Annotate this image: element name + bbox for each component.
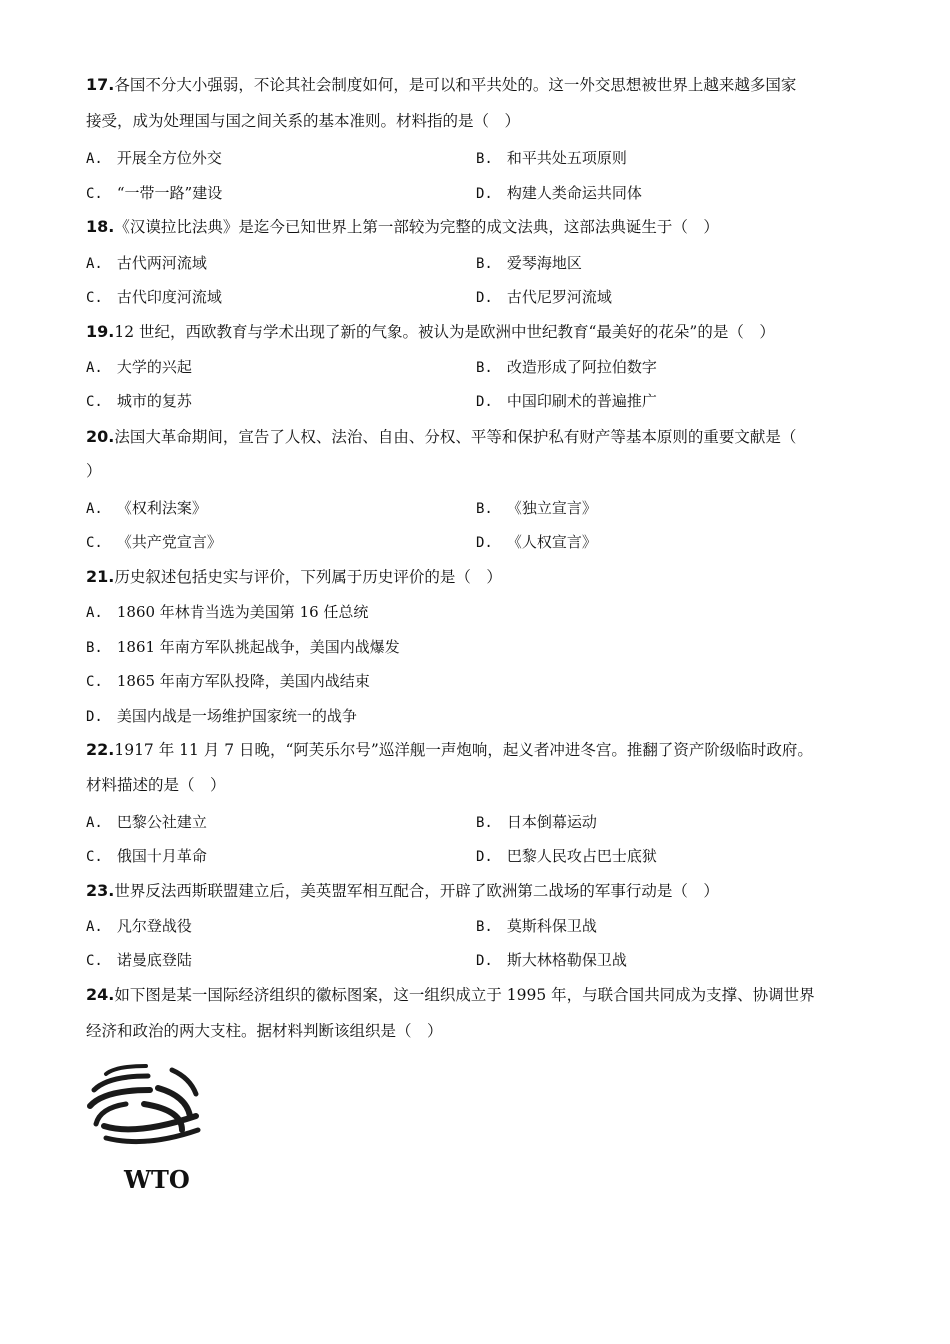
- option-23-d[interactable]: [476, 950, 627, 971]
- option-letter: C.: [86, 849, 103, 865]
- wto-logo-text: WTO: [124, 1165, 190, 1194]
- option-letter: C.: [86, 953, 103, 969]
- question-number: 22.: [86, 740, 115, 759]
- option-letter: B.: [86, 640, 103, 656]
- question-20-line-2: [86, 453, 866, 490]
- option-letter: B.: [476, 360, 493, 376]
- option-17-b[interactable]: [476, 148, 627, 169]
- option-letter: A.: [86, 151, 103, 167]
- question-text: 法国大革命期间，宣告了人权、法治、自由、分权、平等和保护私有财产等基本原则的重要文献是（: [114, 428, 797, 446]
- question-text: 1917 年 11 月 7 日晚，“阿芙乐尔号”巡洋舰一声炮响，起义者冲进冬宫。推翻了资产阶级临时政府。: [114, 741, 813, 759]
- question-24-line-2: [86, 1013, 866, 1050]
- option-letter: A.: [86, 256, 103, 272]
- option-20-d[interactable]: [476, 532, 597, 553]
- option-letter: D.: [476, 290, 493, 306]
- option-18-d[interactable]: [476, 287, 612, 308]
- question-text: 经济和政治的两大支柱。据材料判断该组织是（ ）: [86, 1022, 443, 1040]
- option-20-c[interactable]: [86, 532, 222, 553]
- option-text: 巴黎人民攻占巴士底狱: [506, 847, 657, 865]
- question-23-line-1: [86, 872, 866, 910]
- option-21-d[interactable]: [86, 706, 357, 727]
- option-text: 诺曼底登陆: [116, 951, 192, 969]
- option-letter: C.: [86, 290, 103, 306]
- question-17-line-1: [86, 66, 866, 104]
- option-letter: D.: [476, 394, 493, 410]
- option-22-b[interactable]: [476, 812, 597, 833]
- question-text: 世界反法西斯联盟建立后，美英盟军相互配合，开辟了欧洲第二战场的军事行动是（ ）: [114, 882, 719, 900]
- option-letter: B.: [476, 256, 493, 272]
- option-letter: D.: [476, 953, 493, 969]
- option-letter: A.: [86, 815, 103, 831]
- option-letter: C.: [86, 186, 103, 202]
- question-text: ）: [86, 462, 102, 480]
- question-number: 17.: [86, 75, 115, 94]
- option-text: 美国内战是一场维护国家统一的战争: [116, 707, 357, 725]
- option-19-b[interactable]: [476, 357, 657, 378]
- option-letter: C.: [86, 674, 103, 690]
- option-text: 古代尼罗河流域: [506, 288, 612, 306]
- question-text: 材料描述的是（ ）: [86, 776, 226, 794]
- option-text: 《共产党宣言》: [116, 533, 222, 551]
- question-number: 18.: [86, 217, 115, 236]
- option-18-b[interactable]: [476, 253, 582, 274]
- option-letter: B.: [476, 919, 493, 935]
- question-20-line-1: [86, 418, 866, 456]
- option-21-a[interactable]: [86, 602, 368, 623]
- question-17-line-2: [86, 103, 866, 140]
- option-text: 日本倒幕运动: [506, 813, 597, 831]
- option-22-c[interactable]: [86, 846, 207, 867]
- option-text: “一带一路”建设: [116, 184, 223, 202]
- option-text: 古代印度河流域: [116, 288, 222, 306]
- question-number: 19.: [86, 322, 115, 341]
- option-text: 斯大林格勒保卫战: [506, 951, 627, 969]
- option-22-a[interactable]: [86, 812, 207, 833]
- option-17-d[interactable]: [476, 183, 642, 204]
- question-number: 20.: [86, 427, 115, 446]
- option-21-b[interactable]: [86, 637, 400, 658]
- question-text: 历史叙述包括史实与评价，下列属于历史评价的是（ ）: [114, 568, 502, 586]
- option-23-a[interactable]: [86, 916, 192, 937]
- option-text: 城市的复苏: [116, 392, 192, 410]
- option-text: 爱琴海地区: [506, 254, 582, 272]
- question-text: 《汉谟拉比法典》是迄今已知世界上第一部较为完整的成文法典，这部法典诞生于（ ）: [114, 218, 719, 236]
- option-letter: D.: [476, 535, 493, 551]
- question-21-line-1: [86, 558, 866, 596]
- option-23-b[interactable]: [476, 916, 597, 937]
- option-letter: D.: [86, 709, 103, 725]
- option-22-d[interactable]: [476, 846, 657, 867]
- option-text: 俄国十月革命: [116, 847, 207, 865]
- option-letter: C.: [86, 394, 103, 410]
- option-text: 中国印刷术的普遍推广: [506, 392, 657, 410]
- option-20-b[interactable]: [476, 498, 597, 519]
- option-text: 构建人类命运共同体: [506, 184, 642, 202]
- option-letter: A.: [86, 605, 103, 621]
- question-text: 如下图是某一国际经济组织的徽标图案，这一组织成立于 1995 年，与联合国共同成为支撑、协调世界: [114, 986, 815, 1004]
- option-17-a[interactable]: [86, 148, 222, 169]
- option-text: 巴黎公社建立: [116, 813, 207, 831]
- question-24-line-1: [86, 976, 866, 1014]
- option-21-c[interactable]: [86, 671, 370, 692]
- question-text: 12 世纪，西欧教育与学术出现了新的气象。被认为是欧洲中世纪教育“最美好的花朵”的是（ ）: [114, 323, 775, 341]
- option-letter: B.: [476, 501, 493, 517]
- question-22-line-2: [86, 767, 866, 804]
- wto-logo: [86, 1060, 216, 1195]
- option-17-c[interactable]: [86, 183, 222, 204]
- question-number: 24.: [86, 985, 115, 1004]
- option-text: 《独立宣言》: [506, 499, 597, 517]
- option-19-c[interactable]: [86, 391, 192, 412]
- option-text: 开展全方位外交: [116, 149, 222, 167]
- option-text: 凡尔登战役: [116, 917, 192, 935]
- option-letter: A.: [86, 501, 103, 517]
- option-letter: C.: [86, 535, 103, 551]
- option-letter: B.: [476, 151, 493, 167]
- option-19-d[interactable]: [476, 391, 657, 412]
- option-18-c[interactable]: [86, 287, 222, 308]
- option-text: 莫斯科保卫战: [506, 917, 597, 935]
- question-18-line-1: [86, 208, 866, 246]
- option-letter: D.: [476, 849, 493, 865]
- option-text: 古代两河流域: [116, 254, 207, 272]
- option-text: 1861 年南方军队挑起战争，美国内战爆发: [116, 638, 400, 656]
- question-19-line-1: [86, 313, 866, 351]
- option-letter: A.: [86, 919, 103, 935]
- question-text: 各国不分大小强弱，不论其社会制度如何，是可以和平共处的。这一外交思想被世界上越来越多国家: [114, 76, 797, 94]
- option-letter: D.: [476, 186, 493, 202]
- option-letter: A.: [86, 360, 103, 376]
- option-text: 和平共处五项原则: [506, 149, 627, 167]
- option-text: 1860 年林肯当选为美国第 16 任总统: [116, 603, 369, 621]
- option-text: 1865 年南方军队投降，美国内战结束: [116, 672, 370, 690]
- option-letter: B.: [476, 815, 493, 831]
- question-number: 21.: [86, 567, 115, 586]
- option-18-a[interactable]: [86, 253, 207, 274]
- option-text: 《权利法案》: [116, 499, 207, 517]
- option-19-a[interactable]: [86, 357, 192, 378]
- option-20-a[interactable]: [86, 498, 207, 519]
- question-text: 接受，成为处理国与国之间关系的基本准则。材料指的是（ ）: [86, 112, 521, 130]
- option-text: 改造形成了阿拉伯数字: [506, 358, 657, 376]
- option-text: 《人权宣言》: [506, 533, 597, 551]
- option-text: 大学的兴起: [116, 358, 192, 376]
- question-22-line-1: [86, 731, 866, 769]
- option-23-c[interactable]: [86, 950, 192, 971]
- question-number: 23.: [86, 881, 115, 900]
